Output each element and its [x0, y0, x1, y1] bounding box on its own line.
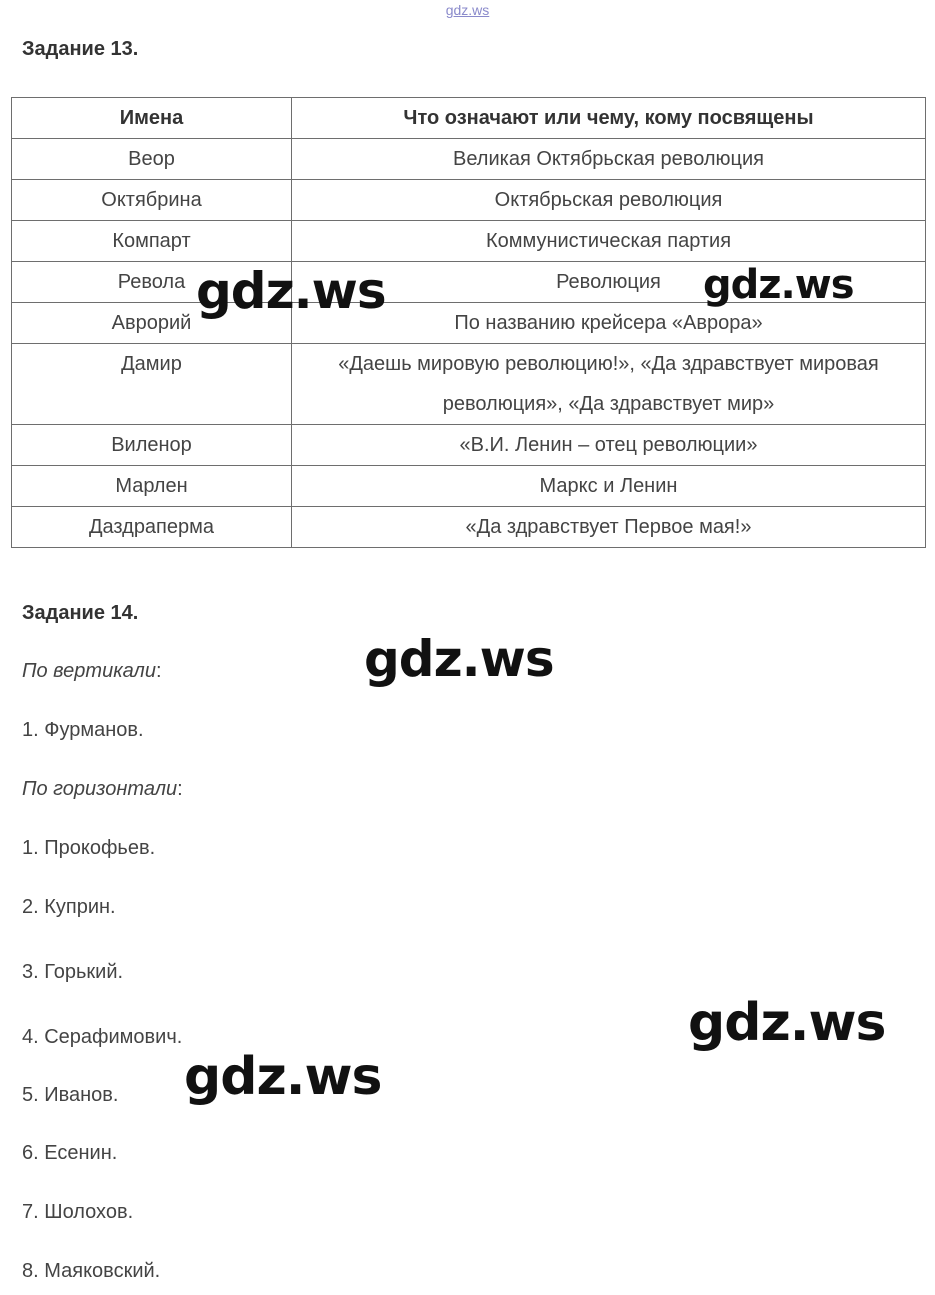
- task14-title: Задание 14.: [22, 602, 139, 624]
- horizontal-label: По горизонтали: [22, 778, 178, 800]
- list-item: 1. Прокофьев.: [22, 837, 156, 859]
- watermark: gdz.ws: [688, 993, 886, 1053]
- meaning-cell: Маркс и Ленин: [292, 466, 926, 507]
- table-row: [12, 344, 926, 425]
- meaning-cell: «В.И. Ленин – отец революции»: [292, 425, 926, 466]
- watermark: gdz.ws: [184, 1047, 382, 1107]
- vertical-label-line: По вертикали:: [22, 660, 162, 682]
- table-row: [12, 221, 926, 262]
- header-names: Имена: [12, 98, 292, 139]
- name-cell: Веор: [12, 139, 292, 180]
- list-item: 5. Иванов.: [22, 1084, 119, 1106]
- list-item: 4. Серафимович.: [22, 1026, 183, 1048]
- task13-title: Задание 13.: [22, 38, 139, 60]
- name-cell: Аврорий: [12, 303, 292, 344]
- watermark: gdz.ws: [703, 262, 854, 308]
- meaning-cell: «Даешь мировую революцию!», «Да здравствует мировая революция», «Да здравствует мир»: [292, 344, 926, 425]
- meaning-cell: По названию крейсера «Аврора»: [292, 303, 926, 344]
- list-item: 1. Фурманов.: [22, 719, 144, 741]
- table-row: [12, 180, 926, 221]
- list-item: 8. Маяковский.: [22, 1260, 161, 1282]
- horizontal-label-line: По горизонтали:: [22, 778, 183, 800]
- table-row: [12, 466, 926, 507]
- name-cell: Револа: [12, 262, 292, 303]
- top-watermark-link[interactable]: gdz.ws: [445, 2, 490, 18]
- name-cell: Даздраперма: [12, 507, 292, 548]
- list-item: 6. Есенин.: [22, 1142, 118, 1164]
- name-cell: Дамир: [12, 344, 292, 425]
- meaning-cell: Великая Октябрьская революция: [292, 139, 926, 180]
- table-row: [12, 303, 926, 344]
- watermark: gdz.ws: [364, 630, 554, 688]
- watermark: gdz.ws: [196, 262, 386, 320]
- table-row: [12, 507, 926, 548]
- names-table: [11, 97, 926, 548]
- name-cell: Виленор: [12, 425, 292, 466]
- meaning-cell: Революция: [292, 262, 926, 303]
- list-item: 2. Куприн.: [22, 896, 116, 918]
- meaning-cell: Коммунистическая партия: [292, 221, 926, 262]
- list-item: 3. Горький.: [22, 961, 124, 983]
- table-header-row: [12, 98, 926, 139]
- vertical-label: По вертикали: [22, 660, 156, 682]
- meaning-cell: Октябрьская революция: [292, 180, 926, 221]
- name-cell: Октябрина: [12, 180, 292, 221]
- table-row: [12, 139, 926, 180]
- header-meaning: Что означают или чему, кому посвящены: [292, 98, 926, 139]
- name-cell: Марлен: [12, 466, 292, 507]
- table-row: [12, 425, 926, 466]
- meaning-cell: «Да здравствует Первое мая!»: [292, 507, 926, 548]
- name-cell: Компарт: [12, 221, 292, 262]
- list-item: 7. Шолохов.: [22, 1201, 134, 1223]
